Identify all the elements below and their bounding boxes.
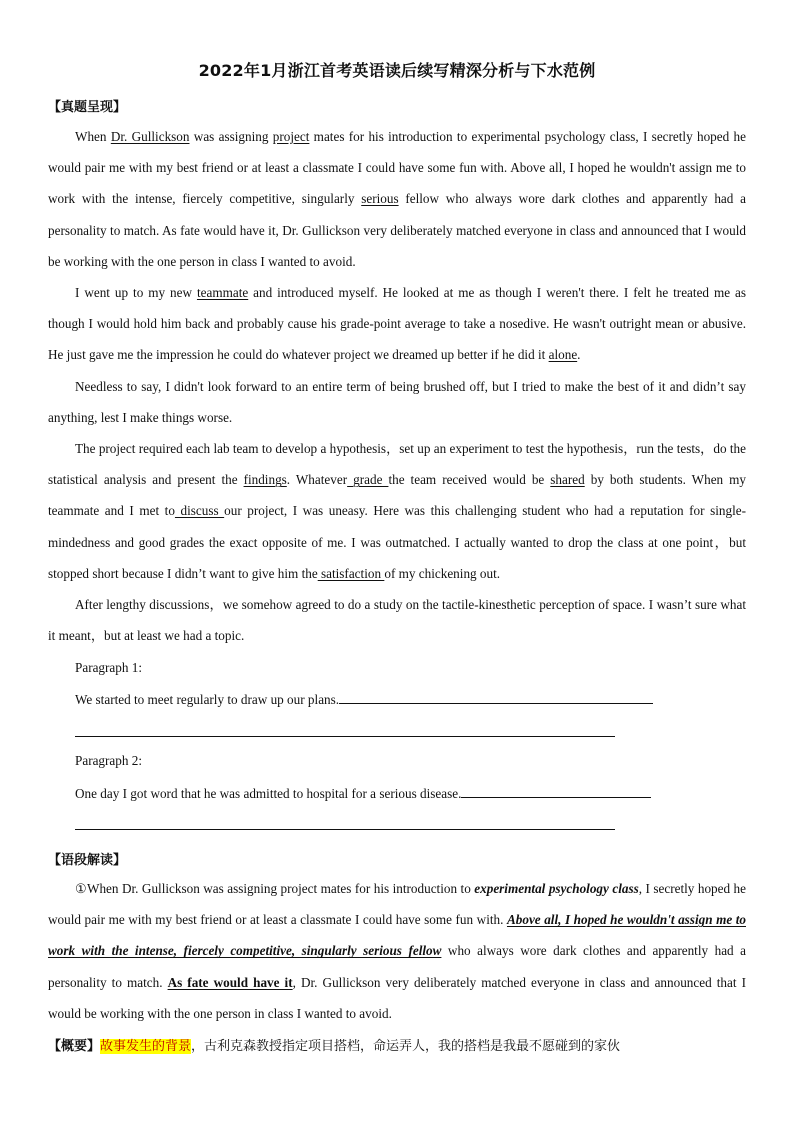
underlined-word: Dr. Gullickson <box>110 129 190 144</box>
passage-paragraph-3: Needless to say, I didn't look forward to an entire term of being brushed off, but I tried to make the best of it and didn’t say anything, lest I make things worse. <box>48 378 746 425</box>
answer-blank-line[interactable] <box>75 829 615 830</box>
underlined-word: teammate <box>196 285 249 301</box>
summary-line <box>48 1035 620 1054</box>
underlined-word: alone <box>548 347 578 363</box>
underlined-word: findings <box>243 472 287 488</box>
underlined-word: project <box>272 129 310 144</box>
paragraph-2-start: One day I got word that he was admitted to hospital for a serious disease. <box>75 785 651 802</box>
section-heading-analysis: 【语段解读】 <box>48 853 127 868</box>
underlined-word: shared <box>550 472 585 488</box>
analysis-passage <box>48 873 746 1029</box>
underlined-word: discuss <box>174 503 225 519</box>
underlined-word: satisfaction <box>317 565 385 581</box>
paragraph-1-label: Paragraph 1: <box>75 660 143 675</box>
summary-text: ，古利克森教授指定项目搭档，命运弄人，我的搭档是我最不愿碰到的家伙 <box>191 1039 621 1054</box>
underlined-word: grade <box>347 472 389 488</box>
underlined-word: serious <box>361 191 399 207</box>
page-title: 2022年1月浙江首考英语读后续写精深分析与下水范例 <box>198 61 596 80</box>
passage <box>48 121 746 651</box>
paragraph-1-start: We started to meet regularly to draw up our plans. <box>75 691 653 708</box>
answer-blank-line[interactable] <box>75 736 615 737</box>
paragraph-2-label: Paragraph 2: <box>75 753 143 768</box>
analysis-paragraph-1: ①When Dr. Gullickson was assigning project mates for his introduction to experimental psychology class, I secretly hoped he would pair me with my best friend or at least a classmate I could have some fun with. Above all, I hoped he wouldn't assign me to work with the intense, fiercely competitive, singularly serious fellow who always wore dark clothes and apparently had a personality to match. As fate would have it, Dr. Gullickson very deliberately matched everyone in class and announced that I would be working with the one person in class I wanted to avoid. <box>48 881 747 1021</box>
passage-paragraph-5: After lengthy discussions，we somehow agreed to do a study on the tactile-kinesthetic perception of space. I wasn’t sure what it meant，but at least we had a topic. <box>48 597 746 644</box>
passage-paragraph-1: When Dr. Gullickson was assigning project mates for his introduction to experimental psychology class, I secretly hoped he would pair me with my best friend or at least a classmate I could have some fun with. Above all, I hoped he wouldn't assign me to work with the intense, fiercely competitive, singularly serious fellow who always wore dark clothes and apparently had a personality to match. As fate would have it, Dr. Gullickson very deliberately matched everyone in class and announced that I would be working with the one person in class I wanted to avoid. <box>48 129 746 269</box>
bold-italic-phrase: experimental psychology class <box>474 881 639 896</box>
section-heading-question: 【真题呈现】 <box>48 100 127 115</box>
bold-underlined-phrase: As fate would have it <box>167 974 293 990</box>
answer-blank[interactable] <box>461 785 651 798</box>
answer-blank[interactable] <box>339 691 653 704</box>
summary-label: 【概要】 <box>48 1039 101 1054</box>
passage-paragraph-4: The project required each lab team to develop a hypothesis，set up an experiment to test the hypothesis，run the tests，do the statistical analysis and present the findings. Whatever grade the team received would be shared by both students. When my teammate and I met to discuss our project, I was uneasy. Here was this challenging student who had a reputation for single-mindedness and good grades the exact opposite of me. I was outmatched. I actually wanted to drop the class at one point，but stopped short because I didn’t want to give him the satisfaction of my chickening out. <box>48 441 747 581</box>
bold-italic-underlined-phrase: Above all, I hoped he wouldn't assign me to work with the intense, fiercely competitive, singularly serious fellow <box>48 912 746 959</box>
summary-highlight: 故事发生的背景 <box>100 1039 192 1054</box>
passage-paragraph-2: I went up to my new teammate and introduced myself. He looked at me as though I weren't there. I felt he treated me as though I would hold him back and probably cause his grade-point average to take a nosedive. He wasn't outright mean or abusive. He just gave me the impression he could do whatever project we dreamed up better if he did it alone. <box>48 285 746 363</box>
